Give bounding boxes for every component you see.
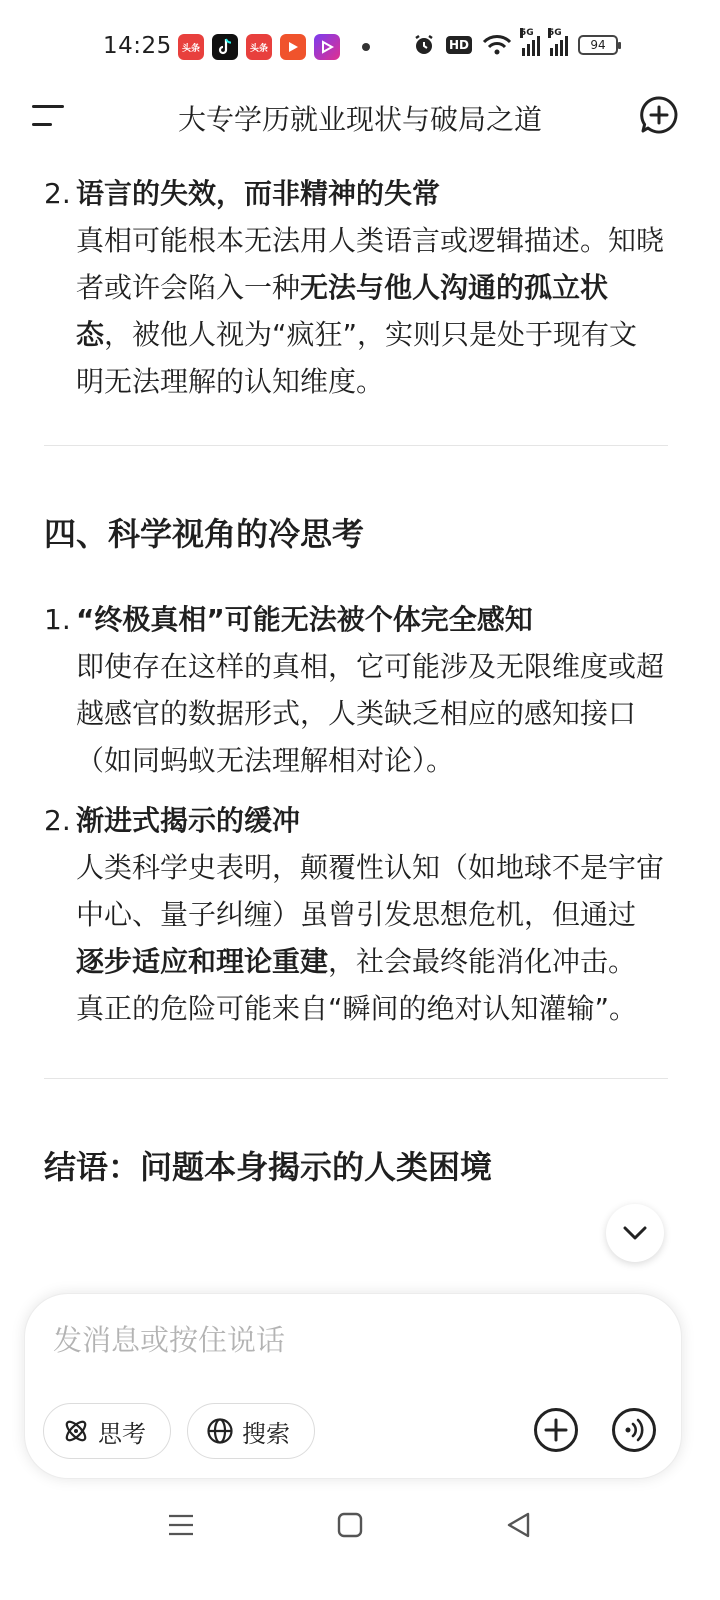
- voice-call-icon[interactable]: [611, 1407, 657, 1453]
- list-item-title: “终极真相”可能无法被个体完全感知: [76, 603, 533, 636]
- section-heading: 结语：问题本身揭示的人类困境: [44, 1148, 493, 1186]
- chat-message-content: [44, 170, 664, 1189]
- hd-voice-icon: HD: [446, 36, 472, 54]
- list-number: 1.: [44, 603, 71, 636]
- emphasis-text: 无法与他人沟通的孤立状态: [76, 271, 609, 351]
- message-input[interactable]: [53, 1320, 573, 1360]
- list-item-body: 即使存在这样的真相，它可能涉及无限维度或超越感官的数据形式，人类缺乏相应的感知接口（如同蚂蚁无法理解相对论）。: [76, 650, 665, 777]
- chevron-down-icon: [622, 1225, 648, 1241]
- list-item-title: 语言的失效，而非精神的失常: [76, 177, 441, 210]
- list-item-body: 人类科学史表明，颠覆性认知（如地球不是宇宙中心、量子纠缠）虽曾引发思想危机，但通过逐步适应和理论重建，社会最终能消化冲击。真正的危险可能来自“瞬间的绝对认知灌输”。: [76, 851, 665, 1025]
- list-item: [44, 797, 664, 1032]
- chat-header: [0, 90, 720, 142]
- globe-icon: [206, 1417, 234, 1445]
- status-bar: [0, 0, 720, 96]
- think-toggle-button[interactable]: [43, 1403, 171, 1459]
- search-label: 搜索: [242, 1419, 290, 1448]
- wifi-icon: [482, 34, 512, 56]
- recents-menu-icon[interactable]: [166, 1510, 196, 1540]
- status-time: 14:25: [103, 33, 172, 59]
- toutiao-app-icon: 头条: [178, 34, 204, 60]
- think-label: 思考: [98, 1419, 146, 1448]
- plus-circle-icon[interactable]: [533, 1407, 579, 1453]
- list-number: 2.: [44, 177, 71, 210]
- signal-icon-2: 5G: [550, 34, 568, 56]
- new-chat-icon[interactable]: [640, 96, 678, 134]
- system-status: [412, 28, 618, 57]
- system-navigation-bar: [0, 1500, 720, 1560]
- section-heading: 四、科学视角的冷思考: [44, 515, 365, 553]
- list-item-body: 真相可能根本无法用人类语言或逻辑描述。知晓者或许会陷入一种无法与他人沟通的孤立状态，被他人视为“疯狂”，实则只是处于现有文明无法理解的认知维度。: [76, 224, 665, 398]
- search-toggle-button[interactable]: [187, 1403, 315, 1459]
- home-square-icon[interactable]: [335, 1510, 365, 1540]
- list-item: [44, 170, 664, 405]
- signal-icon-1: 5G: [522, 34, 540, 56]
- list-item-title: 渐进式揭示的缓冲: [76, 804, 301, 837]
- tiktok-app-icon: [212, 34, 238, 60]
- notification-icons: [178, 34, 370, 60]
- list-number: 2.: [44, 804, 71, 837]
- video-app-icon: [280, 34, 306, 60]
- toutiao-app-icon-2: 头条: [246, 34, 272, 60]
- back-triangle-icon[interactable]: [504, 1510, 534, 1540]
- capcut-app-icon: [314, 34, 340, 60]
- more-notifications-dot: [362, 43, 370, 51]
- page-title: 大专学历就业现状与破局之道: [177, 103, 542, 136]
- scroll-down-button[interactable]: [606, 1204, 664, 1262]
- list-item: [44, 596, 664, 784]
- alarm-icon: [412, 33, 436, 57]
- battery-indicator: 94: [578, 35, 618, 55]
- message-composer: [24, 1293, 682, 1479]
- atom-icon: [62, 1417, 90, 1445]
- emphasis-text: 逐步适应和理论重建: [76, 945, 329, 978]
